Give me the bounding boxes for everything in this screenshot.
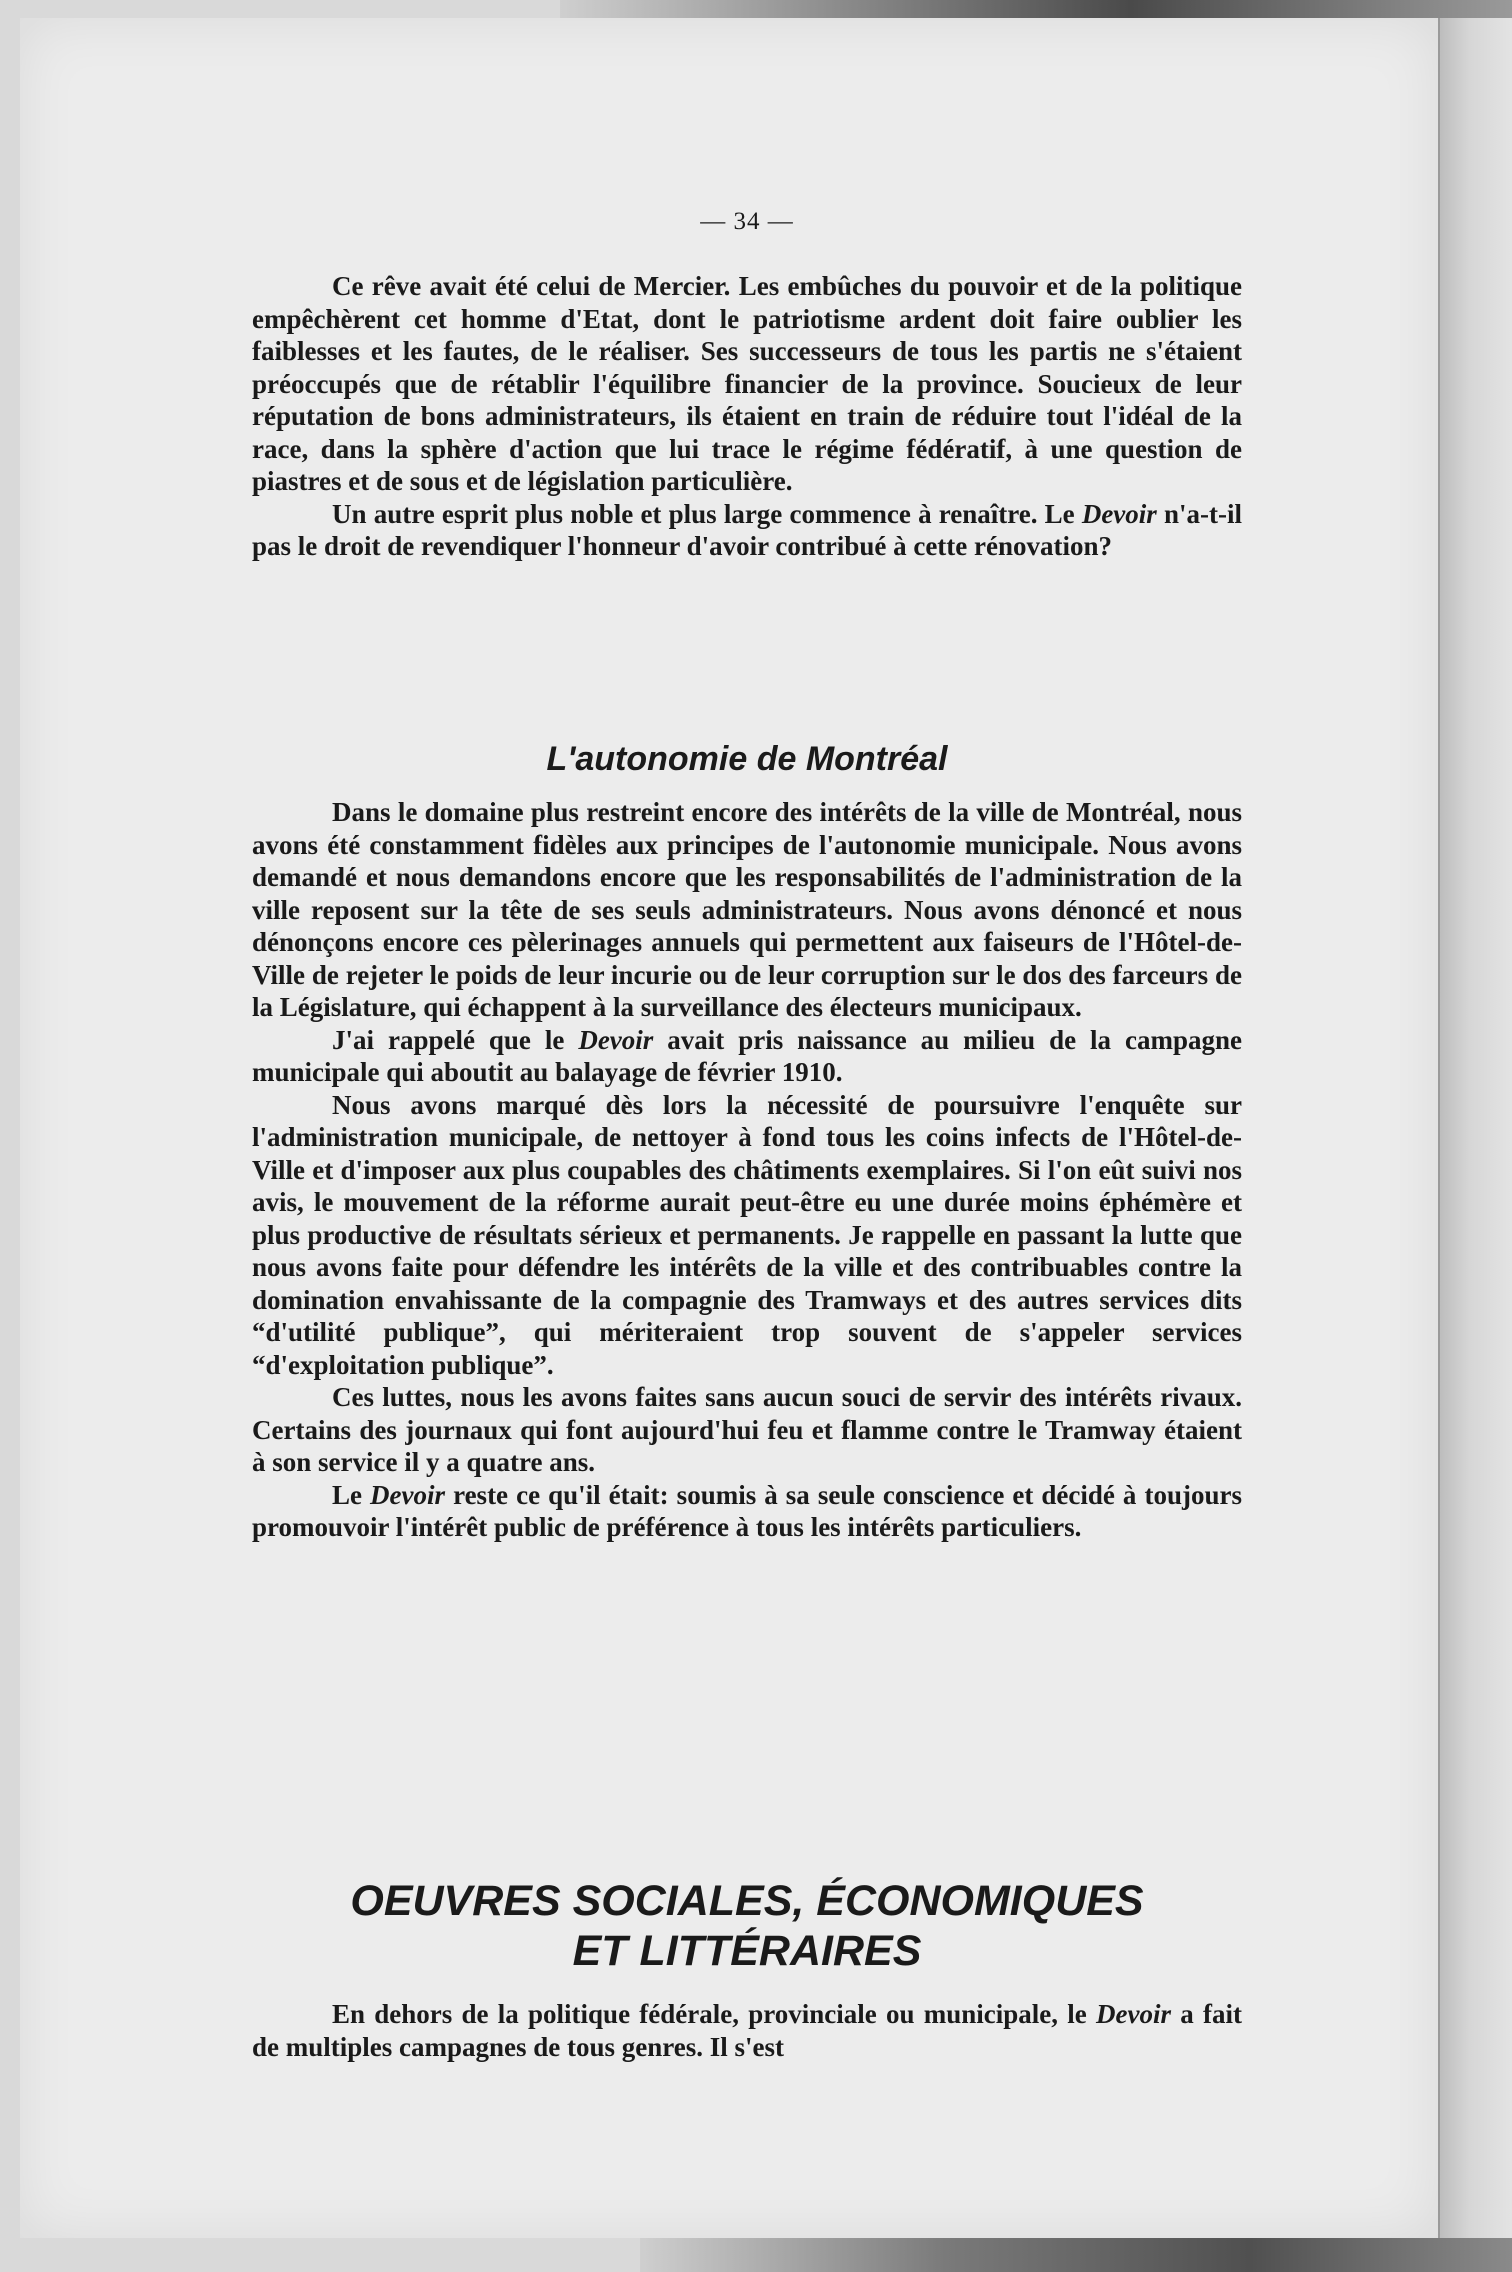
heading-line-2: ET LITTÉRAIRES bbox=[572, 1927, 922, 1975]
newspaper-name: Devoir bbox=[1081, 498, 1157, 529]
film-bottom-edge bbox=[640, 2232, 1512, 2272]
paragraph: Un autre esprit plus noble et plus large commence à renaître. Le Devoir n'a-t-il pas le droit de revendiquer l'honneur d'avoir contribué à cette rénovation? bbox=[252, 498, 1242, 561]
paragraph: Ce rêve avait été celui de Mercier. Les embûches du pouvoir et de la politique empêchèrent cet homme d'Etat, dont le patriotisme ardent doit faire oublier les faiblesses et les fautes, de le réaliser. Ses successeurs de tous les partis ne s'étaient préoccupés que de rétablir l'équilibre financier de la province. Soucieux de leur réputation de bons administrateurs, ils étaient en train de réduire tout l'idéal de la race, dans la sphère d'action que lui trace le régime fédératif, à une question de piastres et de sous et de législation particulière. bbox=[252, 271, 1242, 496]
page-number: — 34 — bbox=[700, 208, 794, 235]
paragraph: Dans le domaine plus restreint encore des intérêts de la ville de Montréal, nous avons été constamment fidèles aux principes de l'autonomie municipale. Nous avons demandé et nous demandons encore que les responsabilités de l'administration de la ville reposent sur la tête de ses seuls administrateurs. Nous avons dénoncé et nous dénonçons encore ces pèlerinages annuels qui permettent aux faiseurs de l'Hôtel-de-Ville de rejeter le poids de leur incurie ou de leur corruption sur le dos des farceurs de la Législature, qui échappent à la surveillance des électeurs municipaux. bbox=[252, 797, 1242, 1022]
newspaper-name: Devoir bbox=[578, 1024, 654, 1055]
next-page-edge bbox=[1438, 18, 1512, 2238]
paragraph: Le Devoir reste ce qu'il était: soumis à sa seule conscience et décidé à toujours promouvoir l'intérêt public de préférence à tous les intérêts particuliers. bbox=[252, 1479, 1242, 1542]
section-oeuvres bbox=[252, 1998, 1242, 2063]
section-heading-montreal: L'autonomie de Montréal bbox=[546, 740, 948, 778]
section-heading-oeuvres bbox=[252, 1876, 1242, 1976]
newspaper-name: Devoir bbox=[370, 1479, 446, 1510]
section-montreal bbox=[252, 796, 1242, 1544]
heading-line-1: OEUVRES SOCIALES, ÉCONOMIQUES bbox=[350, 1877, 1144, 1925]
document-page bbox=[20, 18, 1438, 2238]
paragraph: Nous avons marqué dès lors la nécessité de poursuivre l'enquête sur l'administration municipale, de nettoyer à fond tous les coins infects de l'Hôtel-de-Ville et d'imposer aux plus coupables des châtiments exemplaires. Si l'on eût suivi nos avis, le mouvement de la réforme aurait peut-être eu une durée moins éphémère et plus productive de résultats sérieux et permanents. Je rappelle en passant la lutte que nous avons faite pour défendre les intérêts de la ville et des contribuables contre la domination envahissante de la compagnie des Tramways et des autres services dits “d'utilité publique”, qui mériteraient trop souvent de s'appeler services “d'exploitation publique”. bbox=[252, 1089, 1242, 1380]
paragraph: Ces luttes, nous les avons faites sans aucun souci de servir des intérêts rivaux. Certains des journaux qui font aujourd'hui feu et flamme contre le Tramway étaient à son service il y a quatre ans. bbox=[252, 1382, 1242, 1477]
paragraph: En dehors de la politique fédérale, provinciale ou municipale, le Devoir a fait de multiples campagnes de tous genres. Il s'est bbox=[252, 1999, 1242, 2062]
newspaper-name: Devoir bbox=[1096, 1999, 1172, 2029]
paragraph: J'ai rappelé que le Devoir avait pris naissance au milieu de la campagne municipale qui aboutit au balayage de février 1910. bbox=[252, 1024, 1242, 1087]
section-mercier bbox=[252, 270, 1242, 563]
